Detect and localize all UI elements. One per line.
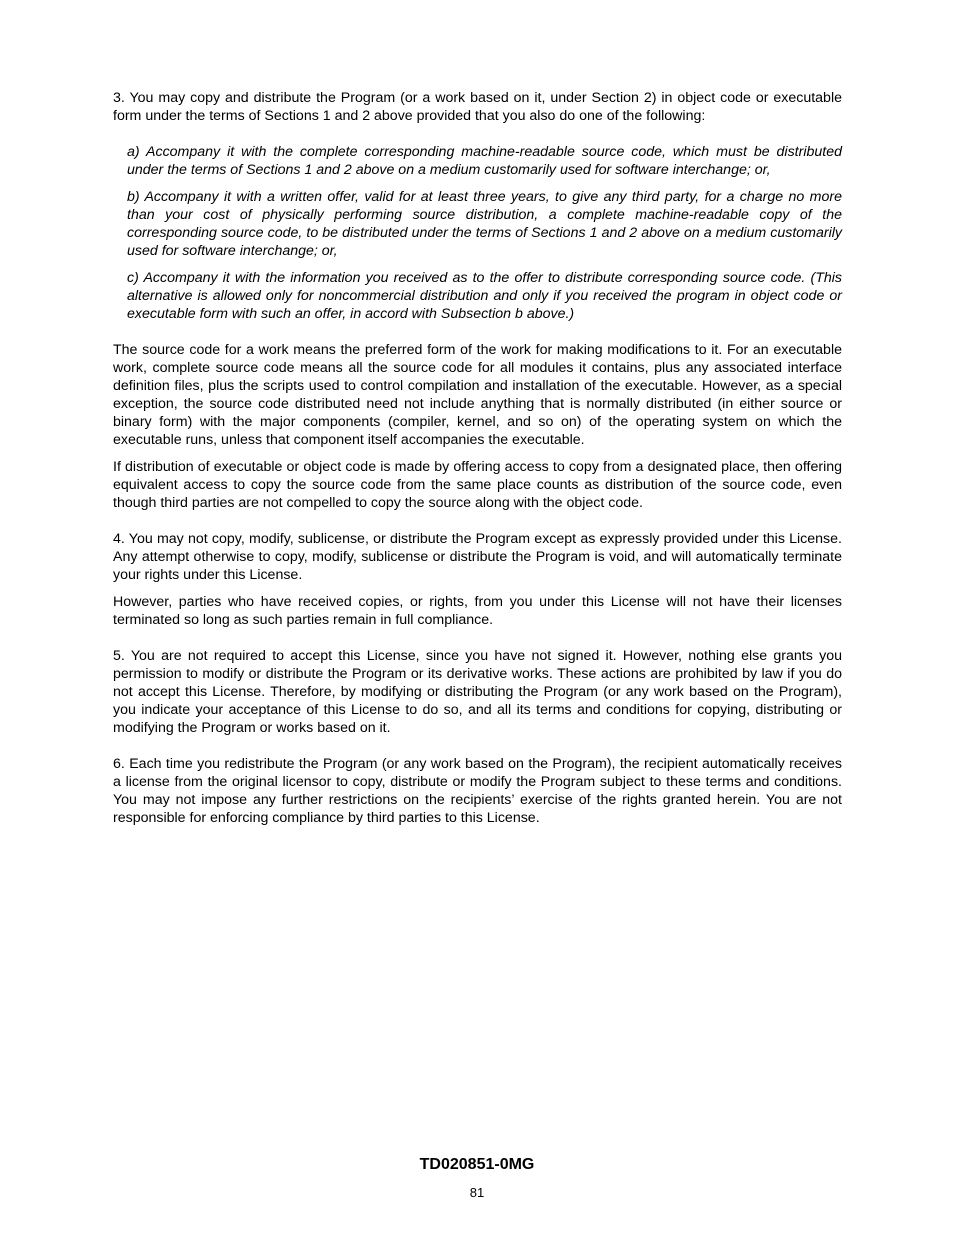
section-5-paragraph: 5. You are not required to accept this License, since you have not signed it. However, nothing else grants you permission to modify or distribute the Program or its derivative works. These actions are prohibited by law if you do not accept this License. Therefore, by modifying or distributing the Program (or any work based on the Program), you indicate your acceptance of this License to do so, and all its terms and conditions for copying, distributing or modifying the Program or works based on it. [113, 648, 842, 736]
section-6-paragraph: 6. Each time you redistribute the Program (or any work based on the Program), the recipient automatically receives a license from the original licensor to copy, distribute or modify the Program subject to these terms and conditions. You may not impose any further restrictions on the recipients’ exercise of the rights granted herein. You are not responsible for enforcing compliance by third parties to this License. [113, 756, 842, 826]
page-body [113, 89, 842, 827]
section-3-option-b: b) Accompany it with a written offer, valid for at least three years, to give any third party, for a charge no more than your cost of physically performing source distribution, a complete machine-readable copy of the corresponding source code, to be distributed under the terms of Sections 1 and 2 above on a medium customarily used for software interchange; or, [127, 189, 842, 259]
source-code-definition-paragraph: The source code for a work means the preferred form of the work for making modifications to it. For an executable work, complete source code means all the source code for all modules it contains, plus any associated interface definition files, plus the scripts used to control compilation and installation of the executable. However, as a special exception, the source code distributed need not include anything that is normally distributed (in either source or binary form) with the major components (compiler, kernel, and so on) of the operating system on which the executable runs, unless that component itself accompanies the executable. [113, 342, 842, 448]
section-3-intro: 3. You may copy and distribute the Program (or a work based on it, under Section 2) in object code or executable form under the terms of Sections 1 and 2 above provided that you also do one of the following: [113, 90, 842, 124]
section-4-paragraph: 4. You may not copy, modify, sublicense, or distribute the Program except as expressly provided under this License. Any attempt otherwise to copy, modify, sublicense or distribute the Program is void, and will automatically terminate your rights under this License. [113, 531, 842, 583]
page-number: 81 [469, 1185, 485, 1200]
document-code: TD020851-0MG [419, 1156, 535, 1173]
section-3-option-a: a) Accompany it with the complete corresponding machine-readable source code, which must be distributed under the terms of Sections 1 and 2 above on a medium customarily used for software interchange; or, [127, 144, 842, 178]
designated-place-paragraph: If distribution of executable or object code is made by offering access to copy from a designated place, then offering equivalent access to copy the source code from the same place counts as distribution of the source code, even though third parties are not compelled to copy the source along with the object code. [113, 459, 842, 511]
section-3-option-c: c) Accompany it with the information you received as to the offer to distribute corresponding source code. (This alternative is allowed only for noncommercial distribution and only if you received the program in object code or executable form with such an offer, in accord with Subsection b above.) [127, 270, 842, 322]
section-4-compliance-paragraph: However, parties who have received copies, or rights, from you under this License will not have their licenses terminated so long as such parties remain in full compliance. [113, 594, 842, 628]
